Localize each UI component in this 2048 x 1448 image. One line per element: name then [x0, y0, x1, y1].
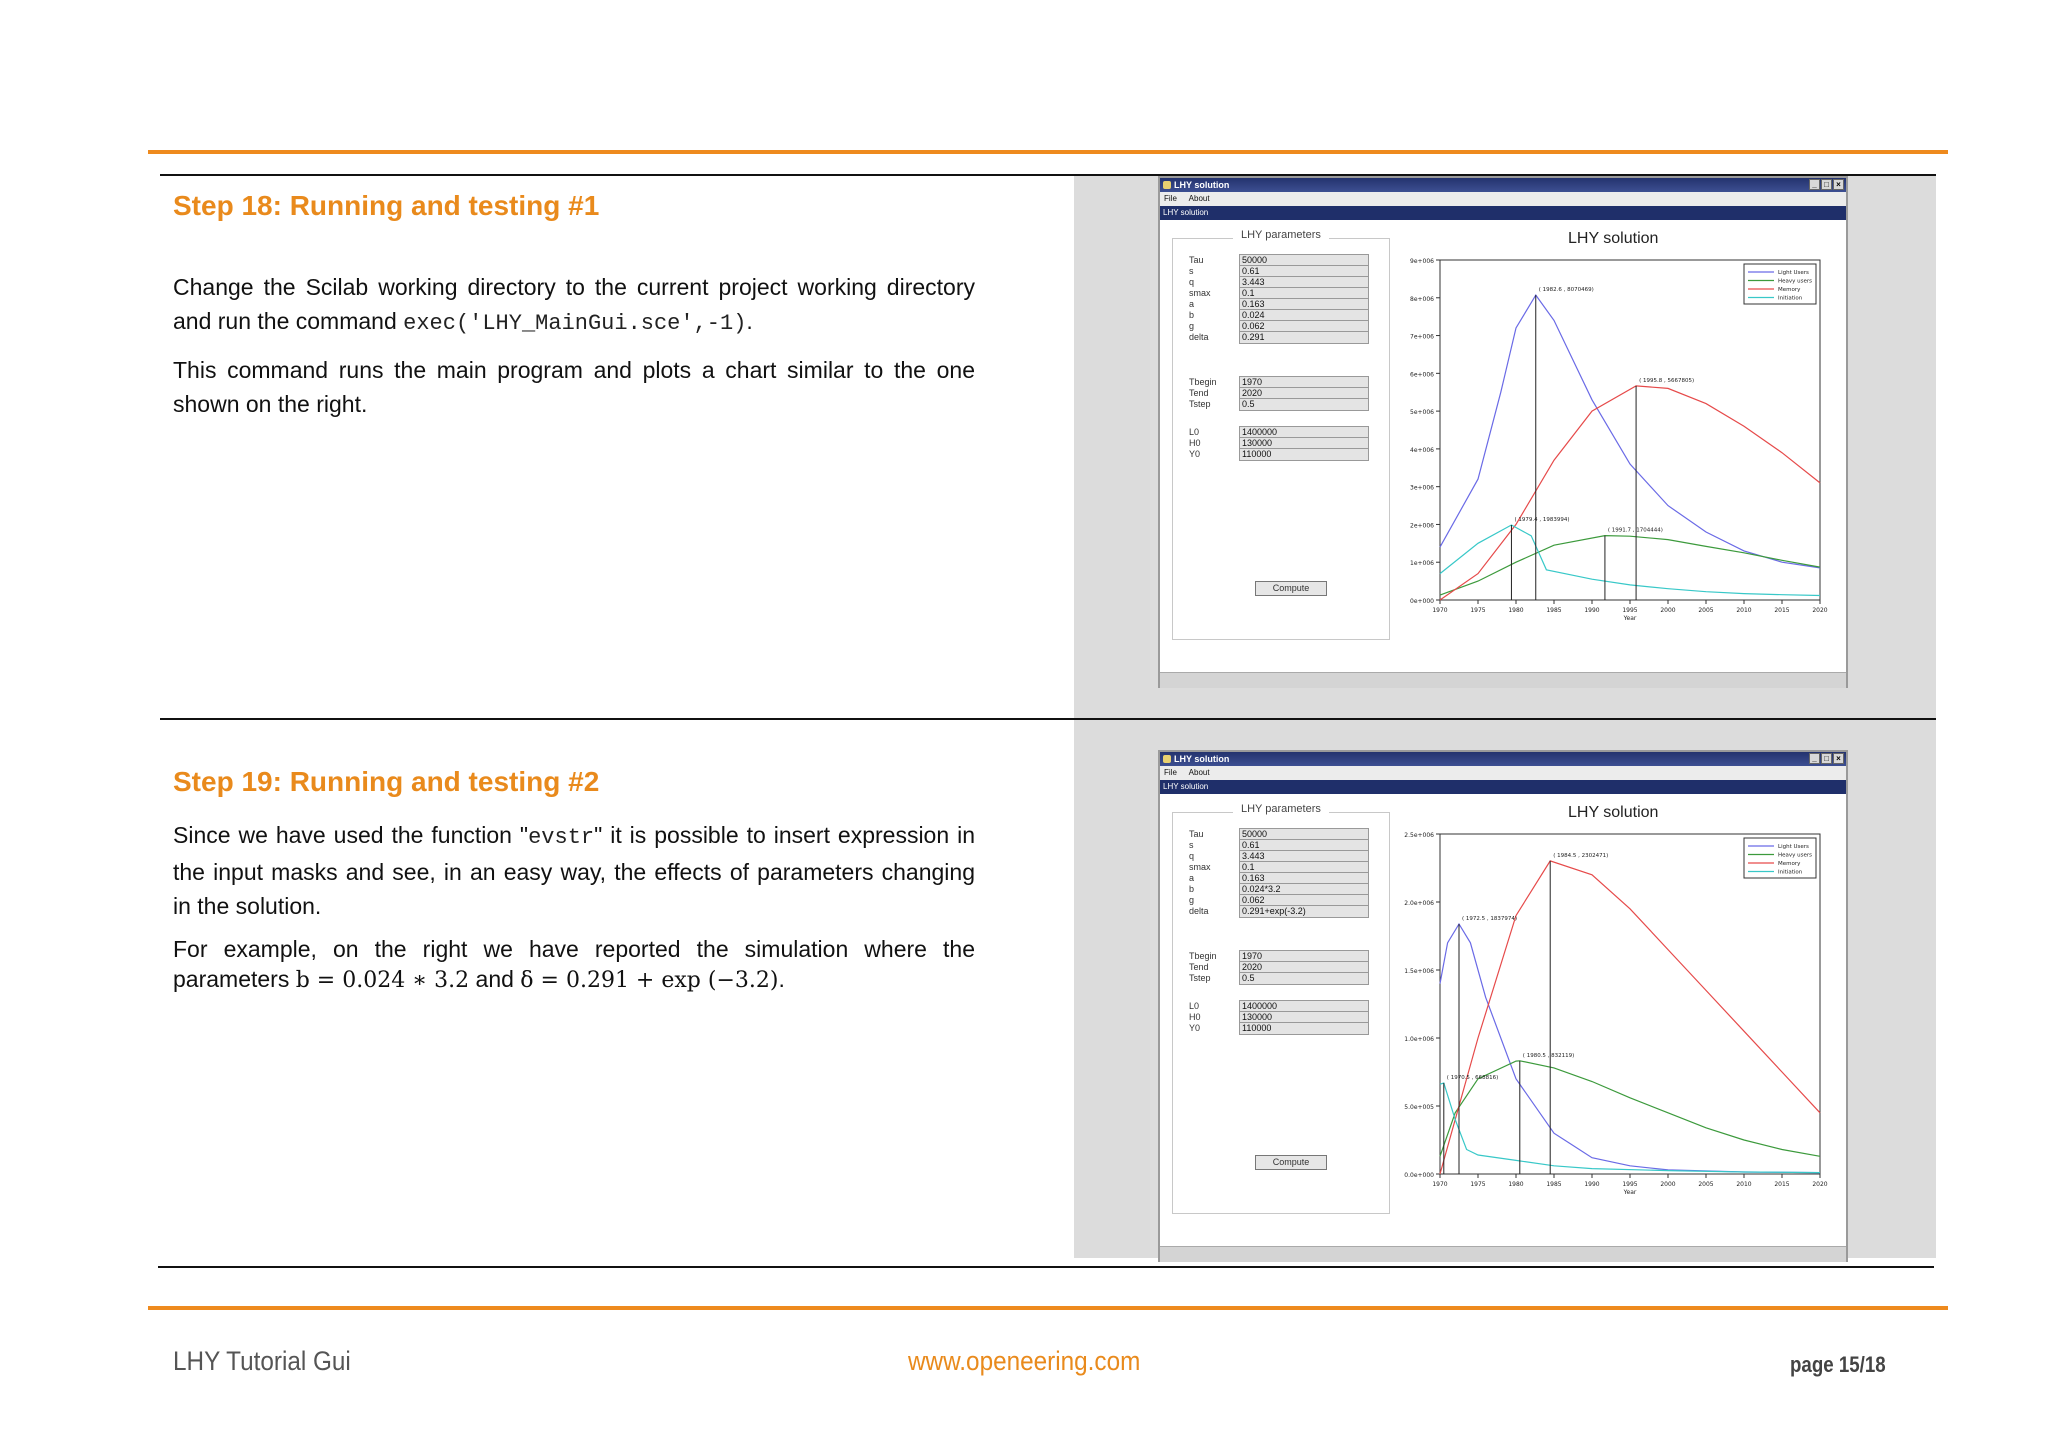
series-line-memory — [1440, 386, 1820, 600]
y-tick-label: 4e+006 — [1410, 446, 1434, 454]
maximize-icon[interactable]: □ — [1821, 179, 1832, 190]
step19-formula-b: b = 0.024 ∗ 3.2 — [295, 968, 470, 993]
field-input-tstep[interactable]: 0.5 — [1239, 398, 1369, 411]
field-input-smax[interactable]: 0.1 — [1239, 287, 1369, 300]
field-input-tbegin[interactable]: 1970 — [1239, 376, 1369, 389]
y-tick-label: 6e+006 — [1410, 371, 1434, 379]
x-tick-label: 2020 — [1812, 1181, 1828, 1188]
field-label-a: a — [1189, 873, 1195, 883]
step18-code: exec('LHY_MainGui.sce',-1) — [403, 311, 747, 336]
menu-bar — [1160, 766, 1846, 780]
field-row-y0 — [1189, 1021, 1369, 1035]
field-input-tau[interactable]: 50000 — [1239, 254, 1369, 267]
field-input-b[interactable]: 0.024 — [1239, 309, 1369, 322]
app-icon — [1163, 181, 1171, 189]
field-label-delta: delta — [1189, 332, 1209, 342]
minimize-icon[interactable]: _ — [1809, 179, 1820, 190]
compute-button[interactable]: Compute — [1255, 1155, 1327, 1170]
field-row-delta — [1189, 330, 1369, 344]
field-input-tbegin[interactable]: 1970 — [1239, 950, 1369, 963]
step19-formula-delta: δ = 0.291 + exp (−3.2) — [520, 968, 779, 993]
datatip-label: ( 1995.8 , 5667805) — [1639, 377, 1695, 384]
lhy-window-2 — [1158, 750, 1848, 1262]
status-bar — [1160, 672, 1846, 688]
tab-lhy-solution[interactable]: LHY solution — [1160, 780, 1846, 794]
y-tick-label: 8e+006 — [1410, 295, 1434, 303]
legend-entry: Memory — [1778, 861, 1801, 867]
datatip-label: ( 1984.5 , 2302471) — [1553, 852, 1609, 859]
field-input-y0[interactable]: 110000 — [1239, 1022, 1369, 1035]
parameter-panel — [1172, 803, 1390, 1214]
step19-paragraph-1 — [173, 818, 975, 923]
close-icon[interactable]: × — [1833, 753, 1844, 764]
field-label-a: a — [1189, 299, 1195, 309]
y-tick-label: 5.0e+005 — [1404, 1104, 1434, 1111]
x-tick-label: 2005 — [1698, 1181, 1714, 1188]
field-label-tbegin: Tbegin — [1189, 377, 1217, 387]
field-label-tend: Tend — [1189, 388, 1209, 398]
field-input-smax[interactable]: 0.1 — [1239, 861, 1369, 874]
legend-entry: Heavy users — [1778, 278, 1813, 285]
x-tick-label: 2015 — [1774, 1181, 1790, 1188]
field-row-delta — [1189, 904, 1369, 918]
y-tick-label: 2.5e+006 — [1404, 832, 1434, 839]
field-input-tend[interactable]: 2020 — [1239, 961, 1369, 974]
x-tick-label: 1980 — [1508, 607, 1524, 614]
legend-entry: Heavy users — [1778, 852, 1813, 859]
status-bar — [1160, 1246, 1846, 1262]
x-tick-label: 1995 — [1622, 607, 1638, 614]
field-input-s[interactable]: 0.61 — [1239, 265, 1369, 278]
field-input-s[interactable]: 0.61 — [1239, 839, 1369, 852]
field-label-h0: H0 — [1189, 438, 1201, 448]
field-label-l0: L0 — [1189, 427, 1200, 437]
field-label-smax: smax — [1189, 862, 1211, 872]
x-tick-label: 2020 — [1812, 607, 1828, 614]
field-label-tend: Tend — [1189, 962, 1209, 972]
field-label-smax: smax — [1189, 288, 1211, 298]
step19-title: Step 19: Running and testing #2 — [173, 766, 600, 797]
x-axis-label: Year — [1623, 615, 1637, 622]
step19-p1-end: " it is possible to insert expression in the input masks and see, in an easy way, the effects of parameters changing in the solution. — [173, 822, 975, 919]
series-line-light-users — [1440, 924, 1820, 1173]
y-tick-label: 2e+006 — [1410, 522, 1434, 530]
x-tick-label: 1980 — [1508, 1181, 1524, 1188]
menu-about[interactable]: About — [1188, 768, 1210, 777]
menu-file[interactable]: File — [1164, 768, 1177, 777]
step18-title: Step 18: Running and testing #1 — [173, 190, 600, 221]
window-titlebar — [1160, 178, 1846, 192]
x-tick-label: 2010 — [1736, 607, 1752, 614]
step18-paragraph-2: This command runs the main program and plots a chart similar to the one shown on the right. — [173, 357, 975, 417]
footer-website-link[interactable]: www.openeering.com — [908, 1346, 1141, 1376]
step19-p2-end: . — [778, 966, 785, 992]
y-tick-label: 1.5e+006 — [1404, 968, 1434, 975]
y-tick-label: 1e+006 — [1410, 560, 1434, 568]
field-label-tau: Tau — [1189, 829, 1204, 839]
x-tick-label: 2000 — [1660, 607, 1676, 614]
x-tick-label: 2000 — [1660, 1181, 1676, 1188]
menu-file[interactable]: File — [1164, 194, 1177, 203]
step19-code: evstr — [528, 825, 595, 850]
header-rule — [148, 150, 1948, 154]
window-content — [1160, 794, 1846, 1246]
field-label-h0: H0 — [1189, 1012, 1201, 1022]
window-title: LHY solution — [1174, 754, 1230, 764]
legend-entry: Initiation — [1778, 295, 1803, 302]
compute-button[interactable]: Compute — [1255, 581, 1327, 596]
x-tick-label: 1990 — [1584, 1181, 1600, 1188]
field-input-delta[interactable]: 0.291 — [1239, 331, 1369, 344]
field-input-a[interactable]: 0.163 — [1239, 298, 1369, 311]
app-icon — [1163, 755, 1171, 763]
datatip-label: ( 1972.5 , 1837974) — [1462, 916, 1518, 923]
x-tick-label: 1985 — [1546, 607, 1562, 614]
field-input-g[interactable]: 0.062 — [1239, 320, 1369, 333]
window-controls — [1809, 753, 1844, 764]
field-label-delta: delta — [1189, 906, 1209, 916]
field-label-g: g — [1189, 321, 1195, 331]
step19-p2-mid: and — [469, 966, 521, 992]
field-input-tau[interactable]: 50000 — [1239, 828, 1369, 841]
step19-p2-text: For example, on the right we have reported the simulation where the parameters — [173, 936, 975, 992]
window-content — [1160, 220, 1846, 672]
series-line-initiation — [1440, 1083, 1820, 1173]
x-tick-label: 1975 — [1470, 607, 1486, 614]
field-label-q: q — [1189, 277, 1195, 287]
field-label-s: s — [1189, 266, 1194, 276]
field-label-tstep: Tstep — [1189, 973, 1211, 983]
field-label-g: g — [1189, 895, 1195, 905]
field-label-tstep: Tstep — [1189, 399, 1211, 409]
field-input-l0[interactable]: 1400000 — [1239, 426, 1369, 439]
minimize-icon[interactable]: _ — [1809, 753, 1820, 764]
x-tick-label: 2005 — [1698, 607, 1714, 614]
field-label-b: b — [1189, 310, 1195, 320]
datatip-label: ( 1980.5 , 832119) — [1522, 1052, 1575, 1059]
field-row-tstep — [1189, 397, 1369, 411]
parameter-panel-label: LHY parameters — [1233, 229, 1329, 241]
x-axis-label: Year — [1623, 1189, 1637, 1196]
y-tick-label: 3e+006 — [1410, 484, 1434, 492]
field-label-y0: Y0 — [1189, 1023, 1201, 1033]
series-line-heavy-users — [1440, 536, 1820, 596]
legend-entry: Light Users — [1778, 270, 1809, 276]
datatip-label: ( 1991.7 , 1704444) — [1607, 527, 1663, 534]
field-input-q[interactable]: 3.443 — [1239, 276, 1369, 289]
y-tick-label: 7e+006 — [1410, 333, 1434, 341]
series-line-initiation — [1440, 525, 1820, 596]
window-title: LHY solution — [1174, 180, 1230, 190]
field-input-h0[interactable]: 130000 — [1239, 1011, 1369, 1024]
field-label-tau: Tau — [1189, 255, 1204, 265]
field-label-tbegin: Tbegin — [1189, 951, 1217, 961]
field-label-s: s — [1189, 840, 1194, 850]
field-input-b[interactable]: 0.024*3.2 — [1239, 883, 1369, 896]
lhy-window-1 — [1158, 176, 1848, 688]
footer-doc-title: LHY Tutorial Gui — [173, 1346, 351, 1376]
x-tick-label: 1985 — [1546, 1181, 1562, 1188]
y-tick-label: 1.0e+006 — [1404, 1036, 1434, 1043]
menu-about[interactable]: About — [1188, 194, 1210, 203]
field-label-l0: L0 — [1189, 1001, 1200, 1011]
footer-rule — [148, 1306, 1948, 1310]
x-tick-label: 1990 — [1584, 607, 1600, 614]
field-label-q: q — [1189, 851, 1195, 861]
legend-entry: Memory — [1778, 287, 1801, 293]
field-input-a[interactable]: 0.163 — [1239, 872, 1369, 885]
plot-frame — [1440, 834, 1820, 1174]
y-tick-label: 9e+006 — [1410, 258, 1434, 265]
tab-lhy-solution[interactable]: LHY solution — [1160, 206, 1846, 220]
field-label-y0: Y0 — [1189, 449, 1201, 459]
field-input-h0[interactable]: 130000 — [1239, 437, 1369, 450]
datatip-label: ( 1979.4 , 1983994) — [1514, 517, 1570, 524]
step19-p1-text: Since we have used the function " — [173, 822, 529, 848]
y-tick-label: 2.0e+006 — [1404, 900, 1434, 907]
datatip-label: ( 1982.6 , 8070469) — [1538, 287, 1594, 294]
y-tick-label: 0e+000 — [1410, 598, 1434, 605]
step19-paragraph-2 — [173, 934, 975, 996]
step18-p1-text: Change the Scilab working directory to the current project working directory and run the command — [173, 274, 975, 334]
datatip-label: ( 1970.5 , 668816) — [1446, 1075, 1499, 1082]
field-input-tend[interactable]: 2020 — [1239, 387, 1369, 400]
chart-title: LHY solution — [1568, 230, 1659, 247]
field-input-l0[interactable]: 1400000 — [1239, 1000, 1369, 1013]
footer-page-number: page 15/18 — [1790, 1352, 1886, 1377]
field-input-q[interactable]: 3.443 — [1239, 850, 1369, 863]
series-line-memory — [1440, 861, 1820, 1174]
legend-entry: Light Users — [1778, 844, 1809, 850]
chart-title: LHY solution — [1568, 804, 1659, 821]
x-tick-label: 1975 — [1470, 1181, 1486, 1188]
field-input-delta[interactable]: 0.291+exp(-3.2) — [1239, 905, 1369, 918]
lhy-chart-2 — [1400, 794, 1846, 1246]
x-tick-label: 2010 — [1736, 1181, 1752, 1188]
parameter-panel-label: LHY parameters — [1233, 803, 1329, 815]
parameter-panel — [1172, 229, 1390, 640]
lhy-chart-1 — [1400, 220, 1846, 672]
window-titlebar — [1160, 752, 1846, 766]
y-tick-label: 5e+006 — [1410, 409, 1434, 417]
maximize-icon[interactable]: □ — [1821, 753, 1832, 764]
legend-entry: Initiation — [1778, 869, 1803, 876]
x-tick-label: 1995 — [1622, 1181, 1638, 1188]
x-tick-label: 1970 — [1432, 1181, 1448, 1188]
step18-paragraph-1 — [173, 270, 975, 341]
step18-p1-end: . — [746, 308, 753, 334]
section-divider-bottom — [158, 1266, 1934, 1268]
field-input-y0[interactable]: 110000 — [1239, 448, 1369, 461]
field-input-tstep[interactable]: 0.5 — [1239, 972, 1369, 985]
y-tick-label: 0.0e+000 — [1404, 1172, 1434, 1179]
field-row-tstep — [1189, 971, 1369, 985]
x-tick-label: 1970 — [1432, 607, 1448, 614]
menu-bar — [1160, 192, 1846, 206]
x-tick-label: 2015 — [1774, 607, 1790, 614]
field-input-g[interactable]: 0.062 — [1239, 894, 1369, 907]
window-controls — [1809, 179, 1844, 190]
field-label-b: b — [1189, 884, 1195, 894]
close-icon[interactable]: × — [1833, 179, 1844, 190]
field-row-y0 — [1189, 447, 1369, 461]
